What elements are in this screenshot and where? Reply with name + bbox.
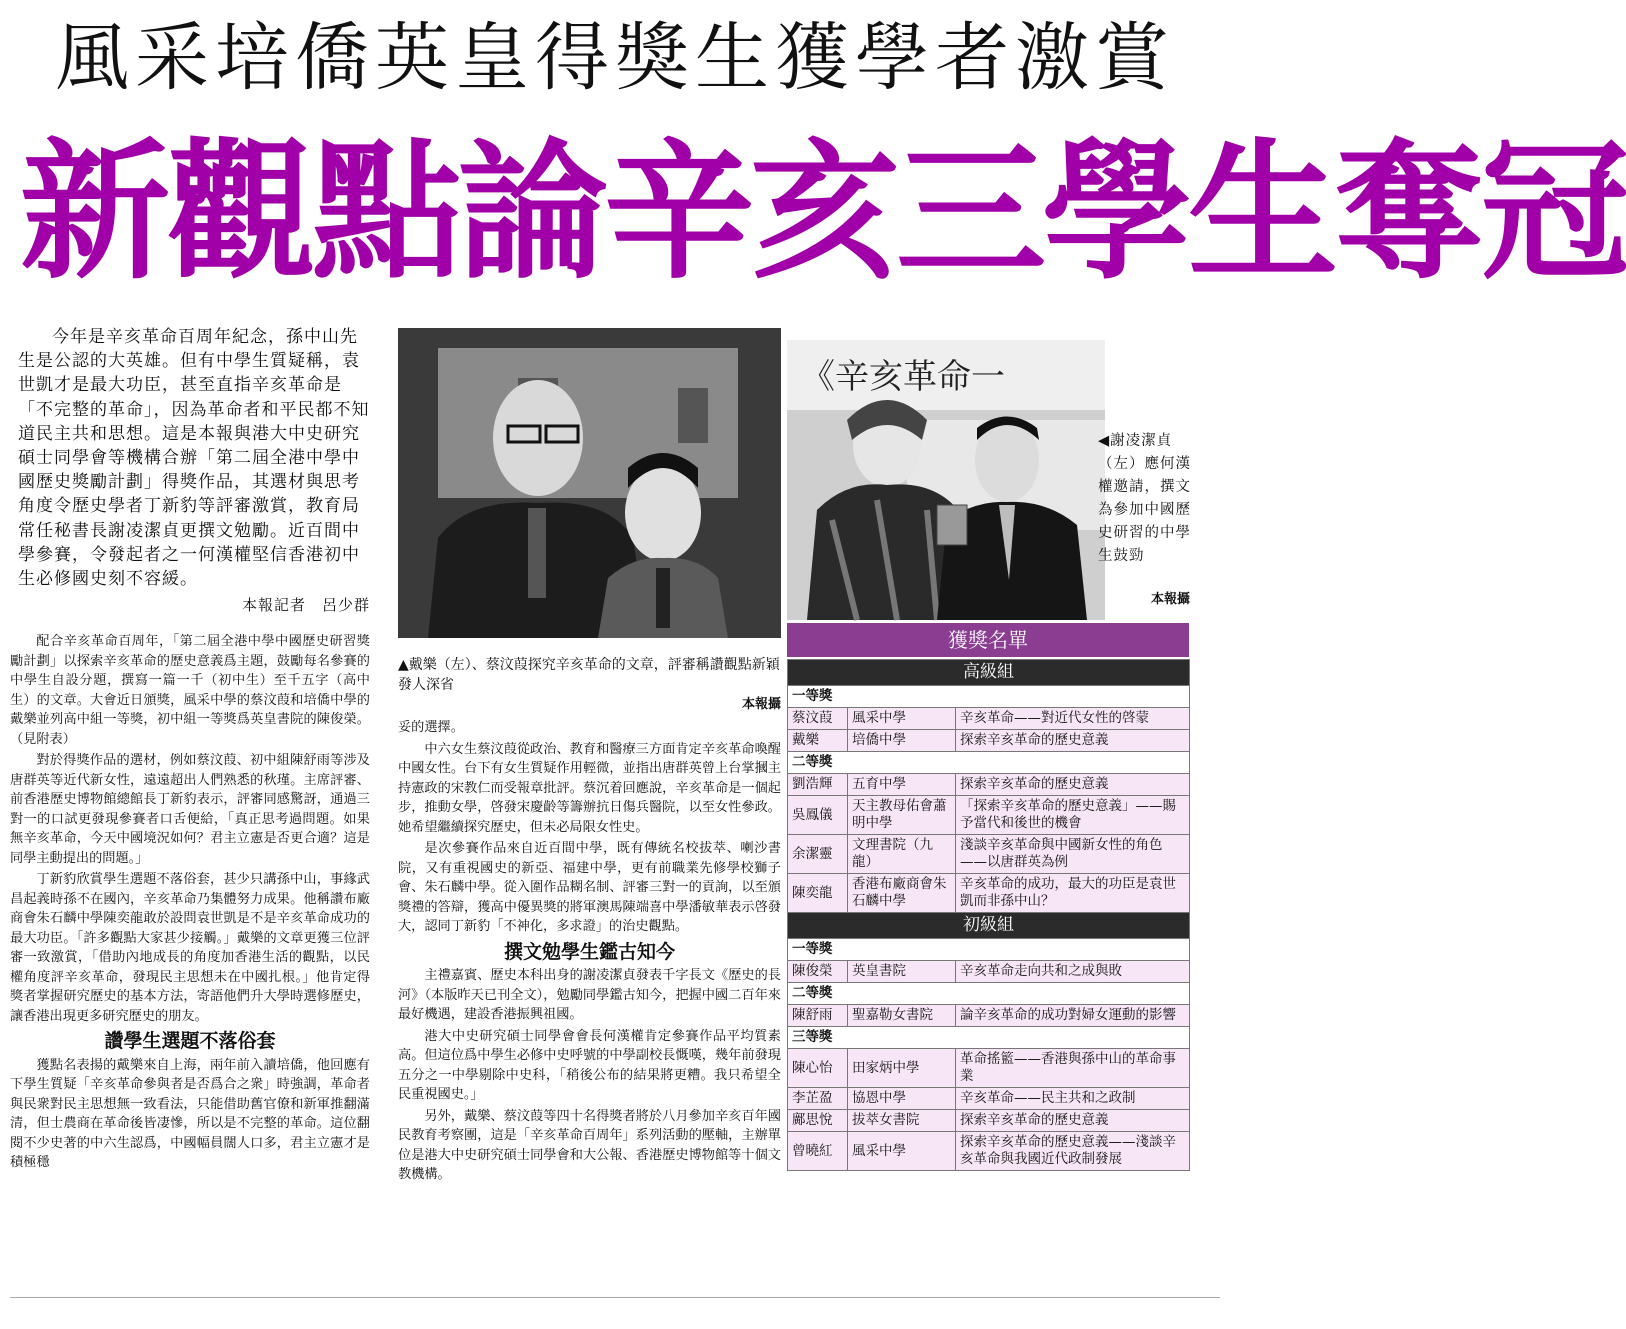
paragraph: 港大中史研究碩士同學會會長何漢權肯定參賽作品平均質素高。但這位爲中學生必修中史呼號的中學副校長慨嘆，幾年前發現五分之一中學剔除中史科，「稍後公布的結果將更糟。我只希望全民重視國史。」 — [398, 1028, 781, 1102]
award-title-cell: 革命搖籃——香港與孫中山的革命事業 — [956, 1049, 1190, 1088]
subheading: 撰文勉學生鑑古知今 — [503, 940, 675, 963]
award-group-name: 高級組 — [788, 660, 1190, 686]
awards-table-body — [788, 660, 1190, 1171]
award-name-cell: 陳俊榮 — [788, 961, 848, 983]
award-level-label: 三等獎 — [788, 1027, 1190, 1049]
award-level-label: 二等獎 — [788, 983, 1190, 1005]
photo-ceremony-caption-block — [1098, 430, 1194, 568]
award-school-cell: 拔萃女書院 — [848, 1110, 956, 1132]
award-name-cell: 曾曉紅 — [788, 1132, 848, 1171]
award-level-label: 一等獎 — [788, 686, 1190, 708]
award-name-cell: 蔡汶葭 — [788, 708, 848, 730]
paragraph: 配合辛亥革命百周年，「第二屆全港中學中國歷史研習獎勵計劃」以探索辛亥革命的歷史意義爲主題，鼓勵每名參賽的中學生自設分題，撰寫一篇一千（初中生）至千五字（高中生）的文章。大會近日頒獎，風采中學的蔡汶葭和培僑中學的戴樂並列高中組一等獎，初中組一等獎爲英皇書院的陳俊榮。（見附表） — [10, 634, 370, 747]
paragraph: 丁新豹欣賞學生選題不落俗套，甚少只講孫中山，事緣武昌起義時孫不在國內，辛亥革命乃集體努力成果。他稱讚布廠商會朱石麟中學陳奕龍敢於設問袁世凱是不是辛亥革命成功的最大功臣。「許多觀點大家甚少接觸。」戴樂的文章更獲三位評審一致激賞，「借助內地成長的角度加香港生活的觀點，以民權角度評辛亥革命，發現民主思想未在中國扎根。」他肯定得獎者掌握研究歷史的基本方法，寄語他們升大學時選修歷史，讓香港出現更多研究歷史的朋友。 — [10, 872, 370, 1024]
award-winner-row — [788, 961, 1190, 983]
award-winner-row — [788, 1132, 1190, 1171]
photo-ceremony-caption: ◀謝凌潔貞（左）應何漢權邀請，撰文為參加中國歷史研習的中學生鼓勁 — [1098, 433, 1191, 564]
photo-students-caption: ▲戴樂（左）、蔡汶葭探究辛亥革命的文章，評審稱讚觀點新穎發人深省 — [398, 657, 780, 693]
award-name-cell: 李芷盈 — [788, 1088, 848, 1110]
banner-text: 《辛亥革命一 — [801, 357, 1005, 397]
award-name-cell: 陳心怡 — [788, 1049, 848, 1088]
award-school-cell: 天主教母佑會蕭明中學 — [848, 796, 956, 835]
award-title-cell: 探索辛亥革命的歷史意義 — [956, 730, 1190, 752]
award-group-header — [788, 913, 1190, 939]
article-column-1 — [10, 632, 370, 1175]
photo-students — [398, 328, 781, 638]
award-title-cell: 探索辛亥革命的歷史意義 — [956, 774, 1190, 796]
paragraph: 主禮嘉賓、歷史本科出身的謝凌潔貞發表千字長文《歷史的長河》（本版昨天已刊全文），勉勵同學鑑古知今，把握中國二百年來最好機遇，建設香港振興祖國。 — [398, 968, 781, 1022]
award-school-cell: 風采中學 — [848, 1132, 956, 1171]
article-column-2 — [398, 718, 781, 1187]
award-winner-row — [788, 1049, 1190, 1088]
kicker-headline: 風采培僑英皇得獎生獲學者激賞 — [55, 15, 1175, 101]
award-winner-row — [788, 1110, 1190, 1132]
award-title-cell: 辛亥革命走向共和之成與敗 — [956, 961, 1190, 983]
paragraph: 是次參賽作品來自近百間中學，既有傳統名校拔萃、喇沙書院，又有重視國史的新亞、福建中學，更有前職業先修學校獅子會、朱石麟中學。從入圍作品糊名制、評審三對一的貢詢，以至頒獎禮的答辯，獲高中優異獎的將軍澳馬陳端喜中學潘敏華表示啓發大，認同丁新豹「不神化，多求證」的治史觀點。 — [398, 841, 781, 934]
paragraph: 對於得獎作品的選材，例如蔡汶葭、初中組陳舒雨等涉及唐群英等近代新女性，遠遠超出人們熟悉的秋瑾。主席評審、前香港歷史博物館總館長丁新豹表示，評審同感驚訝，通過三對一的口試更發現參賽者口舌便給，「真正思考過問題。如果無辛亥革命，今天中國境況如何？君主立憲是否更合適？這是同學主動提出的問題。」 — [10, 753, 370, 866]
award-school-cell: 聖嘉勒女書院 — [848, 1005, 956, 1027]
main-headline: 新觀點論辛亥三學生奪冠 — [20, 126, 1626, 300]
award-group-header — [788, 660, 1190, 686]
award-school-cell: 香港布廠商會朱石麟中學 — [848, 874, 956, 913]
award-level-row — [788, 939, 1190, 961]
lede-paragraph: 今年是辛亥革命百周年紀念，孫中山先生是公認的大英雄。但有中學生質疑稱，袁世凱才是最大功臣，甚至直指辛亥革命是「不完整的革命」，因為革命者和平民都不知道民主共和思想。這是本報與港大中史研究碩士同學會等機構合辦「第二屆全港中學中國歷史獎勵計劃」得獎作品，其選材與思考角度令歷史學者丁新豹等評審激賞，教育局常任秘書長謝凌潔貞更撰文勉勵。近百間中學參賽，令發起者之一何漢權堅信香港初中生必修國史刻不容緩。 — [18, 327, 370, 590]
award-level-row — [788, 1027, 1190, 1049]
award-title-cell: 「探索辛亥革命的歷史意義」——賜予當代和後世的機會 — [956, 796, 1190, 835]
award-school-cell: 英皇書院 — [848, 961, 956, 983]
photo-ceremony-credit: 本報攝 — [1150, 592, 1190, 607]
award-level-row — [788, 983, 1190, 1005]
photo-ceremony-image — [787, 340, 1105, 620]
award-winner-row — [788, 774, 1190, 796]
award-school-cell: 培僑中學 — [848, 730, 956, 752]
award-level-label: 二等獎 — [788, 752, 1190, 774]
award-title-cell: 辛亥革命——民主共和之政制 — [956, 1088, 1190, 1110]
photo-students-image — [398, 328, 781, 638]
awards-title: 獲獎名單 — [787, 623, 1189, 657]
paragraph: 獲點名表揚的戴樂來自上海，兩年前入讀培僑，他回應有下學生質疑「辛亥革命參與者是否爲合之衆」時強調，革命者與民衆對民主思想無一致看法，只能借助舊官僚和新軍推翻滿清，但士農商在革命後皆凄慘，所以是不完整的革命。這位翻閱不少史著的中六生認爲，中國幅員闊人口多，君主立憲才是積極穩 — [10, 1057, 370, 1170]
paragraph: 中六女生蔡汶葭從政治、教育和醫療三方面肯定辛亥革命喚醒中國女性。台下有女生質疑作用輕微，並指出唐群英曾上台掌摑主持憲政的宋教仁而受報章批評。蔡沉着回應說，辛亥革命是一個起步，推動女學，啓發宋慶齡等籌辦抗日傷兵醫院，以至女性參政。她希望繼續探究歷史，但未必局限女性史。 — [398, 741, 781, 835]
award-winner-row — [788, 835, 1190, 874]
photo-ceremony — [787, 340, 1105, 620]
paragraph: 妥的選擇。 — [398, 720, 464, 735]
award-title-cell: 辛亥革命的成功，最大的功臣是袁世凱而非孫中山？ — [956, 874, 1190, 913]
award-title-cell: 辛亥革命——對近代女性的啓蒙 — [956, 708, 1190, 730]
award-name-cell: 鄺思悅 — [788, 1110, 848, 1132]
award-name-cell: 吳鳳儀 — [788, 796, 848, 835]
award-winner-row — [788, 1005, 1190, 1027]
awards-table-wrapper — [787, 659, 1190, 1171]
award-name-cell: 余潔靈 — [788, 835, 848, 874]
bottom-rule — [10, 1297, 1220, 1298]
award-winner-row — [788, 730, 1190, 752]
award-name-cell: 戴樂 — [788, 730, 848, 752]
paragraph: 另外，戴樂、蔡汶葭等四十名得獎者將於八月參加辛亥百年國民教育考察團，這是「辛亥革命百周年」系列活動的壓軸，主辦單位是港大中史研究碩士同學會和大公報、香港歷史博物館等十個文教機構。 — [398, 1108, 781, 1182]
award-level-label: 一等獎 — [788, 939, 1190, 961]
subheading: 讚學生選題不落俗套 — [104, 1030, 276, 1052]
award-group-name: 初級組 — [788, 913, 1190, 939]
award-winner-row — [788, 1088, 1190, 1110]
award-level-row — [788, 752, 1190, 774]
award-school-cell: 五育中學 — [848, 774, 956, 796]
award-winner-row — [788, 874, 1190, 913]
award-school-cell: 協恩中學 — [848, 1088, 956, 1110]
award-school-cell: 風采中學 — [848, 708, 956, 730]
award-level-row — [788, 686, 1190, 708]
award-name-cell: 陳奕龍 — [788, 874, 848, 913]
award-title-cell: 探索辛亥革命的歷史意義 — [956, 1110, 1190, 1132]
photo-students-credit: 本報攝 — [741, 697, 781, 712]
photo-students-caption-block — [398, 655, 781, 715]
award-name-cell: 劉浩輝 — [788, 774, 848, 796]
award-winner-row — [788, 708, 1190, 730]
award-school-cell: 文理書院（九龍） — [848, 835, 956, 874]
award-name-cell: 陳舒雨 — [788, 1005, 848, 1027]
award-winner-row — [788, 796, 1190, 835]
awards-table — [787, 659, 1190, 1171]
byline: 本報記者 呂少群 — [241, 596, 370, 615]
award-school-cell: 田家炳中學 — [848, 1049, 956, 1088]
lede-block — [18, 325, 370, 617]
award-title-cell: 淺談辛亥革命與中國新女性的角色——以唐群英為例 — [956, 835, 1190, 874]
award-title-cell: 探索辛亥革命的歷史意義——淺談辛亥革命與我國近代政制發展 — [956, 1132, 1190, 1171]
award-title-cell: 論辛亥革命的成功對婦女運動的影響 — [956, 1005, 1190, 1027]
